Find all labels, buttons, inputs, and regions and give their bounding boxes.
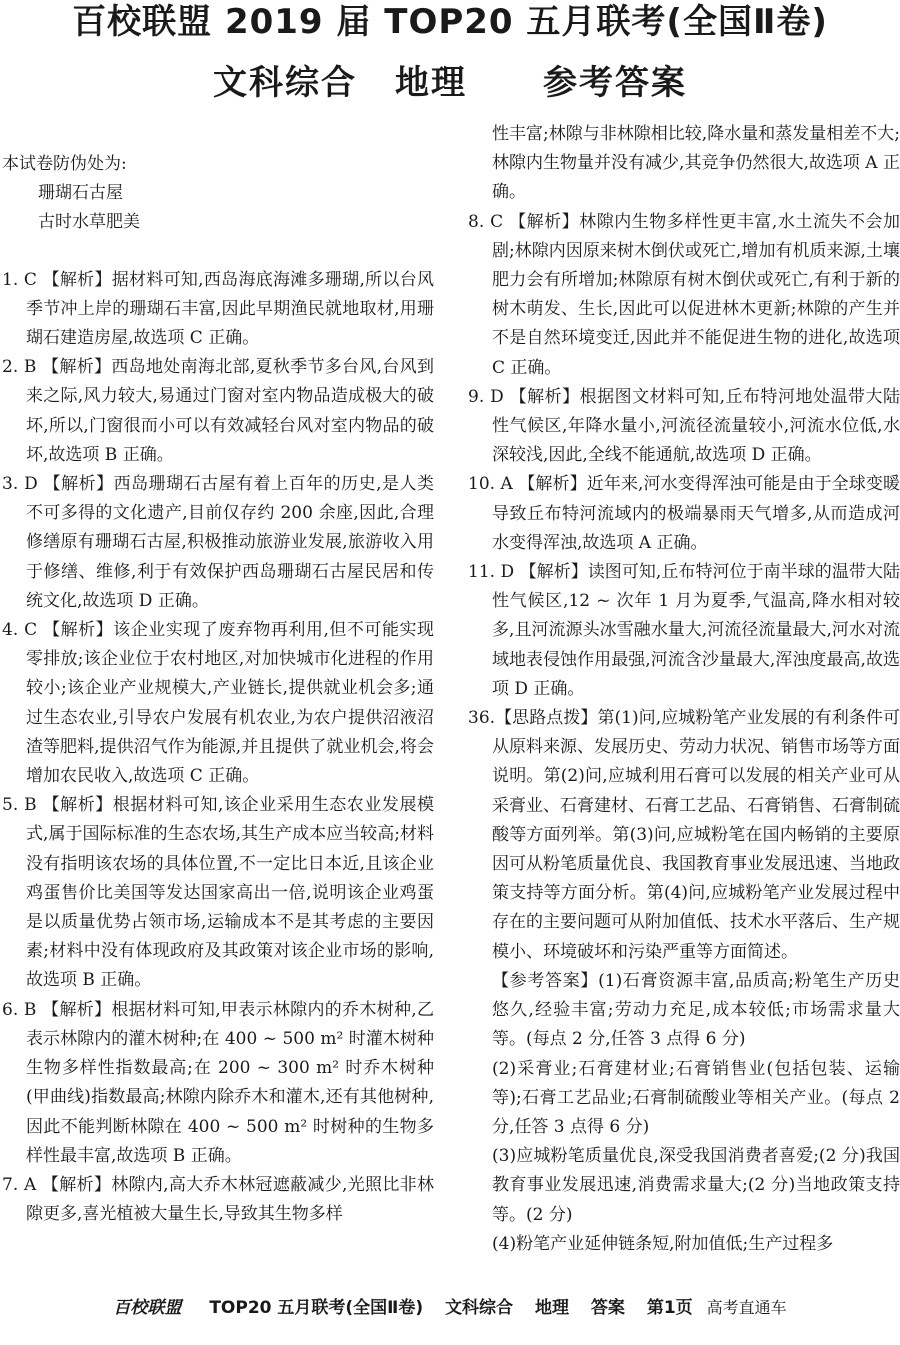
- answer-36-ref-4: (4)粉笔产业延伸链条短,附加值低;生产过程多: [492, 1233, 834, 1254]
- answer-8: 8. C 【解析】林隙内生物多样性更丰富,水土流失不会加剧;林隙内因原来树木倒伏或死亡,增加有机质来源,土壤肥力会有所增加;林隙原有树木倒伏或死亡,有利于新的树木萌发、生长,因此可以促进林木更新;林隙的产生并不是自然环境变迁,因此并不能促进生物的进化,故选项 C 正确。: [468, 211, 900, 378]
- subtitle-subject: 文科综合: [213, 63, 357, 103]
- answer-6: 6. B 【解析】根据材料可知,甲表示林隙内的乔木树种,乙表示林隙内的灌木树种;在 400 ~ 500 m² 时灌木树种生物多样性指数最高;在 200 ~ 300 m² 时乔木树种(甲曲线)指数最高;林隙内除乔木和灌木,还有其他树种,因此不能判断林隙在 400 ~ 500 m² 时树种的生物多样性最丰富,故选项 B 正确。: [2, 999, 434, 1166]
- footer-logo: 百校联盟: [113, 1298, 182, 1318]
- answer-10: 10. A 【解析】近年来,河水变得浑浊可能是由于全球变暖导致丘布特河流域内的极端暴雨天气增多,从而造成河水变得浑浊,故选项 A 正确。: [468, 474, 900, 553]
- answer-36-ref-2: (2)采膏业;石膏建材业;石膏销售业(包括包装、运输等);石膏工艺品业;石膏制硫酸业等相关产业。(每点 2 分,任答 3 点得 6 分): [492, 1058, 900, 1137]
- footer-page-number: 第1页: [646, 1298, 693, 1318]
- footer-subject: 文科综合: [445, 1298, 514, 1318]
- answer-5: 5. B 【解析】根据材料可知,该企业采用生态农业发展模式,属于国际标准的生态农场,其生产成本应当较高;材料没有指明该农场的具体位置,不一定比日本近,且该企业鸡蛋售价比美国等发达国家高出一倍,说明该企业鸡蛋是以质量优势占领市场,运输成本不是其考虑的主要因素;材料中没有体现政府及其政策对该企业市场的影响,故选项 B 正确。: [2, 795, 434, 991]
- security-phrase-1: 珊瑚石古屋: [38, 183, 123, 204]
- answer-4: 4. C 【解析】该企业实现了废弃物再利用,但不可能实现零排放;该企业位于农村地区,对加快城市化进程的作用较小;该企业产业规模大,产业链长,提供就业机会多;通过生态农业,引导农户发展有机农业,为农户提供沼液沼渣等肥料,提供沼气作为能源,并且提供了就业机会,将会增加农民收入,故选项 C 正确。: [2, 620, 434, 787]
- footer-kind: 答案: [590, 1298, 625, 1318]
- security-note: [2, 150, 434, 238]
- answer-36-hint: 36.【思路点拨】第(1)问,应城粉笔产业发展的有利条件可从原料来源、发展历史、劳动力状况、销售市场等方面说明。第(2)问,应城利用石膏可以发展的相关产业可从采膏业、石膏建材、石膏工艺品、石膏销售、石膏制硫酸等方面列举。第(3)问,应城粉笔在国内畅销的主要原因可从粉笔质量优良、我国教育事业发展迅速、当地政策支持等方面分析。第(4)问,应城粉笔产业发展过程中存在的主要问题可从附加值低、技术水平落后、生产规模小、环境破坏和污染严重等方面简述。: [468, 708, 900, 962]
- footer-course: 地理: [534, 1298, 569, 1318]
- subtitle-course: 地理: [395, 63, 467, 103]
- footer-site: 高考直通车: [706, 1298, 787, 1317]
- page-footer: [0, 1295, 900, 1321]
- answer-3: 3. D 【解析】西岛珊瑚石古屋有着上百年的历史,是人类不可多得的文化遗产,目前仅存约 200 余座,因此,合理修缮原有珊瑚石古屋,积极推动旅游业发展,旅游收入用于修缮、维修,利于有效保护西岛珊瑚石古屋民居和传统文化,故选项 D 正确。: [2, 474, 434, 611]
- security-label: 本试卷防伪处为:: [2, 154, 127, 174]
- subtitle-kind: 参考答案: [543, 63, 687, 103]
- footer-exam: TOP20 五月联考(全国Ⅱ卷): [209, 1298, 424, 1318]
- answer-2: 2. B 【解析】西岛地处南海北部,夏秋季节多台风,台风到来之际,风力较大,易通过门窗对室内物品造成极大的破坏,所以,门窗很而小可以有效减轻台风对室内物品的破坏,故选项 B 正确。: [2, 357, 434, 465]
- answer-36-ref-1: 【参考答案】(1)石膏资源丰富,品质高;粉笔生产历史悠久,经验丰富;劳动力充足,成本较低;市场需求量大等。(每点 2 分,任答 3 点得 6 分): [492, 970, 900, 1050]
- answer-36-ref-3: (3)应城粉笔质量优良,深受我国消费者喜爱;(2 分)我国教育事业发展迅速,消费需求量大;(2 分)当地政策支持等。(2 分): [492, 1146, 900, 1225]
- answer-7-part2: 性丰富;林隙与非林隙相比较,降水量和蒸发量相差不大;林隙内生物量并没有减少,其竞争仍然很大,故选项 A 正确。: [492, 124, 900, 203]
- left-column: [2, 150, 434, 1229]
- answer-11: 11. D 【解析】读图可知,丘布特河位于南半球的温带大陆性气候区,12 ~ 次年 1 月为夏季,气温高,降水相对较多,且河流源头冰雪融水量大,河流径流量最大,河水对流域地表侵蚀作用最强,河流含沙量最大,浑浊度最高,故选项 D 正确。: [468, 562, 900, 699]
- security-phrase-2: 古时水草肥美: [38, 212, 140, 233]
- page-title: 百校联盟 2019 届 TOP20 五月联考(全国Ⅱ卷): [72, 2, 828, 42]
- answer-1: 1. C 【解析】据材料可知,西岛海底海滩多珊瑚,所以台风季节冲上岸的珊瑚石丰富,因此早期渔民就地取材,用珊瑚石建造房屋,故选项 C 正确。: [2, 269, 434, 349]
- right-column: [468, 120, 900, 1259]
- page-subtitle: [0, 62, 900, 104]
- answer-7-part1: 7. A 【解析】林隙内,高大乔木林冠遮蔽减少,光照比非林隙更多,喜光植被大量生长,导致其生物多样: [2, 1174, 434, 1225]
- answer-9: 9. D 【解析】根据图文材料可知,丘布特河地处温带大陆性气候区,年降水量小,河流径流量较小,河流水位低,水深较浅,因此,全线不能通航,故选项 D 正确。: [468, 386, 900, 466]
